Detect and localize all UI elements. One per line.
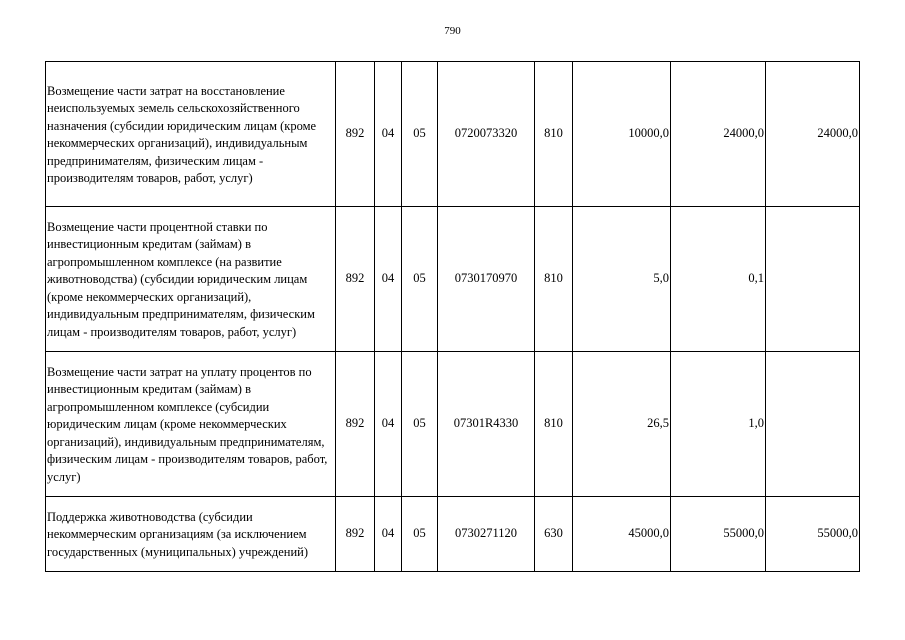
sum-2: 0,1 <box>671 207 766 352</box>
target-article-code: 0730271120 <box>438 497 535 572</box>
ministry-code: 892 <box>336 352 375 497</box>
sum-2: 24000,0 <box>671 62 766 207</box>
section-code: 04 <box>375 62 402 207</box>
sum-3 <box>766 207 860 352</box>
page-number: 790 <box>444 25 461 37</box>
sum-2: 1,0 <box>671 352 766 497</box>
expense-type-code: 810 <box>535 207 573 352</box>
sum-3 <box>766 352 860 497</box>
row-name: Возмещение части процентной ставки по инвестиционным кредитам (займам) в агропромышленном комплексе (на развитие животноводства) (субсидии юридическим лицам (кроме некоммерческих организаций), индивидуальным предпринимателям, физическим лицам - производителям товаров, работ, услуг) <box>46 207 336 352</box>
expense-type-code: 630 <box>535 497 573 572</box>
target-article-code: 0730170970 <box>438 207 535 352</box>
table-row <box>46 62 860 207</box>
table-row <box>46 352 860 497</box>
table-row <box>46 497 860 572</box>
target-article-code: 07301R4330 <box>438 352 535 497</box>
section-code: 04 <box>375 352 402 497</box>
section-code: 04 <box>375 207 402 352</box>
subsection-code: 05 <box>402 62 438 207</box>
row-name: Возмещение части затрат на уплату процентов по инвестиционным кредитам (займам) в агропромышленном комплексе (субсидии юридическим лицам (кроме некоммерческих организаций), индивидуальным предпринимателям, физическим лицам - производителям товаров, работ, услуг) <box>46 352 336 497</box>
table-row <box>46 207 860 352</box>
section-code: 04 <box>375 497 402 572</box>
ministry-code: 892 <box>336 497 375 572</box>
expense-type-code: 810 <box>535 62 573 207</box>
sum-1: 45000,0 <box>573 497 671 572</box>
ministry-code: 892 <box>336 207 375 352</box>
sum-1: 10000,0 <box>573 62 671 207</box>
row-name: Поддержка животноводства (субсидии некоммерческим организациям (за исключением государственных (муниципальных) учреждений) <box>46 497 336 572</box>
sum-3: 24000,0 <box>766 62 860 207</box>
subsection-code: 05 <box>402 497 438 572</box>
sum-1: 26,5 <box>573 352 671 497</box>
row-name: Возмещение части затрат на восстановление неиспользуемых земель сельскохозяйственного назначения (субсидии юридическим лицам (кроме некоммерческих организаций), индивидуальным предпринимателям, физическим лицам - производителям товаров, работ, услуг) <box>46 62 336 207</box>
sum-2: 55000,0 <box>671 497 766 572</box>
ministry-code: 892 <box>336 62 375 207</box>
budget-table <box>45 61 860 572</box>
subsection-code: 05 <box>402 207 438 352</box>
subsection-code: 05 <box>402 352 438 497</box>
expense-type-code: 810 <box>535 352 573 497</box>
target-article-code: 0720073320 <box>438 62 535 207</box>
sum-1: 5,0 <box>573 207 671 352</box>
sum-3: 55000,0 <box>766 497 860 572</box>
